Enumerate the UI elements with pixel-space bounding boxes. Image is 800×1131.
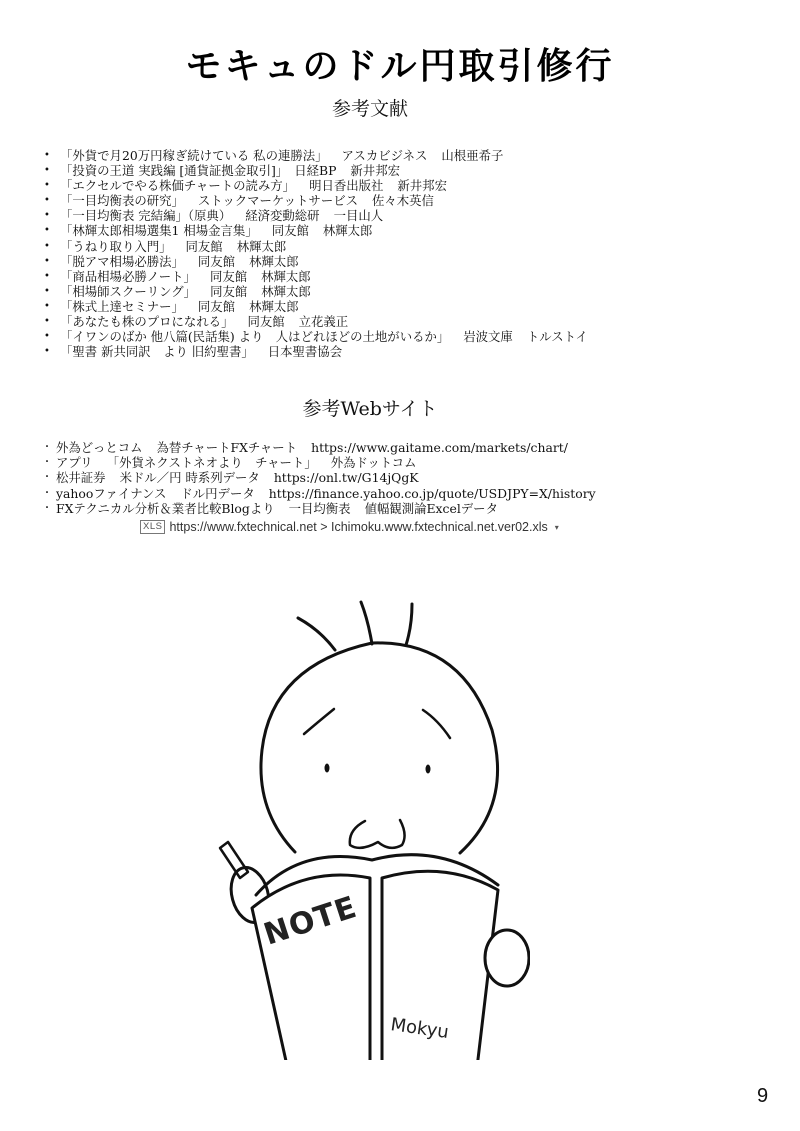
websites-heading: 参考Webサイト — [302, 398, 438, 420]
reference-title: 「脱アマ相場必勝法」 — [60, 253, 184, 269]
website-item — [46, 486, 596, 501]
reference-item — [44, 239, 588, 254]
xls-file-badge: XLS — [140, 520, 165, 534]
reference-author: 林輝太郎 — [261, 283, 311, 299]
website-url: https://finance.yahoo.co.jp/quote/USDJPY=X/history — [268, 485, 596, 501]
reference-author: 山根亜希子 — [441, 148, 504, 163]
search-result-url: https://www.fxtechnical.net > Ichimoku.www.fxtechnical.net.ver02.xls — [169, 520, 548, 534]
website-name: 松井証券 — [56, 470, 106, 486]
reference-item — [44, 178, 588, 193]
website-name: 外為どっとコム — [56, 440, 143, 455]
book-cover-text: NOTE — [259, 889, 362, 953]
reference-title: 「イワンのばか 他八篇(民話集) より 人はどれほどの土地がいるか」 — [60, 329, 450, 345]
website-detail: 為替チャートFXチャート — [156, 440, 298, 455]
reference-publisher: 同友館 — [210, 283, 248, 299]
mouth — [350, 820, 405, 848]
reference-author: 林輝太郎 — [261, 268, 311, 284]
reference-publisher: 岩波文庫 — [463, 329, 513, 345]
references-heading: 参考文献 — [331, 98, 408, 120]
reference-author: 新井邦宏 — [350, 163, 400, 179]
reference-publisher: 同友館 — [185, 238, 223, 254]
reference-item — [44, 193, 588, 208]
reference-publisher: 同友館 — [209, 268, 248, 284]
reference-item — [44, 148, 588, 163]
reference-title: 「エクセルでやる株価チャートの読み方」 — [60, 178, 296, 194]
reference-title: 「うねり取り入門」 — [60, 238, 172, 254]
reference-publisher: アスカビジネス — [341, 148, 428, 163]
page-title: モキュのドル円取引修行 — [185, 46, 615, 87]
hair-strand — [361, 602, 372, 644]
reference-title: 「あなたも株のプロになれる」 — [60, 314, 234, 330]
website-item — [46, 470, 596, 485]
eyebrow-right — [423, 710, 450, 738]
reference-publisher: 経済変動総研 — [245, 208, 320, 224]
website-detail: 米ドル／円 時系列データ — [119, 470, 260, 486]
reference-title: 「一目均衡表の研究」 — [60, 193, 184, 209]
reference-item — [44, 223, 588, 238]
website-url: 外為ドットコム — [330, 455, 417, 471]
reference-title: 「聖書 新共同訳 より 旧約聖書」 — [60, 344, 254, 360]
reference-title: 「商品相場必勝ノート」 — [60, 268, 196, 284]
search-result-snippet — [140, 520, 559, 534]
website-url: https://onl.tw/G14jQgK — [273, 470, 419, 486]
website-item — [46, 501, 596, 516]
book-signature: Mokyu — [389, 1014, 451, 1044]
hair-strand — [298, 618, 335, 650]
website-item — [46, 440, 596, 455]
website-name: yahooファイナンス — [56, 485, 167, 501]
reference-title: 「相場師スクーリング」 — [60, 283, 197, 299]
reference-publisher: 同友館 — [247, 314, 285, 330]
reference-item — [44, 344, 588, 359]
pencil — [220, 842, 248, 878]
reference-author: 一目山人 — [333, 208, 384, 224]
reference-item — [44, 284, 588, 299]
reference-publisher: 明日香出版社 — [309, 178, 384, 194]
reference-title: 「株式上達セミナー」 — [60, 298, 184, 314]
hair-strand — [406, 604, 412, 645]
reference-author: 立花義正 — [298, 314, 349, 330]
reference-author: 林輝太郎 — [249, 298, 299, 314]
reference-publisher: ストックマーケットサービス — [197, 193, 358, 209]
reference-item — [44, 208, 588, 223]
reference-publisher: 同友館 — [197, 253, 236, 269]
right-hand — [485, 930, 529, 986]
reference-author: 林輝太郎 — [236, 238, 287, 254]
page-number: 9 — [757, 1085, 769, 1107]
eye-right — [426, 765, 431, 774]
reference-publisher: 日経BP — [294, 163, 337, 179]
book-spine — [370, 878, 382, 1060]
reference-item — [44, 329, 588, 344]
reference-author: トルストイ — [526, 329, 588, 345]
reference-item — [44, 163, 588, 178]
reference-author: 林輝太郎 — [249, 253, 299, 269]
website-detail: ドル円データ — [180, 485, 255, 501]
eye-left — [325, 764, 330, 773]
reference-title: 「外貨で月20万円稼ぎ続けている 私の連勝法」 — [60, 148, 328, 163]
reference-author: 佐々木英信 — [372, 193, 434, 209]
website-detail: 一目均衡表 — [288, 500, 351, 516]
reference-author: 新井邦宏 — [397, 178, 447, 194]
reference-title: 「林輝太郎相場選集1 相場金言集」 — [60, 223, 258, 239]
reference-author: 林輝太郎 — [322, 223, 373, 239]
reference-title: 「一目均衡表 完結編」（原典） — [60, 208, 232, 224]
reference-publisher: 同友館 — [197, 298, 236, 314]
reference-publisher: 同友館 — [271, 223, 309, 239]
reference-item — [44, 269, 588, 284]
head-outline — [261, 643, 498, 853]
eyebrow-left — [304, 709, 334, 734]
reference-title: 「投資の王道 実践編 [通貨証拠金取引]」 — [60, 163, 289, 179]
website-url: 値幅観測論Excelデータ — [364, 500, 498, 516]
website-name: FXテクニカル分析＆業者比較Blogより — [56, 500, 275, 516]
website-url: https://www.gaitame.com/markets/chart/ — [311, 440, 568, 455]
websites-list — [46, 440, 596, 516]
website-name: アプリ — [56, 455, 93, 471]
reference-item — [44, 299, 588, 314]
website-item — [46, 455, 596, 470]
reference-item — [44, 314, 588, 329]
reference-publisher: 日本聖書協会 — [267, 344, 343, 360]
references-list — [44, 148, 588, 359]
mokyu-reading-illustration — [200, 590, 530, 1060]
website-detail: 「外貨ネクストネオより チャート」 — [106, 455, 317, 471]
reference-item — [44, 254, 588, 269]
dropdown-caret-icon: ▾ — [554, 522, 559, 532]
